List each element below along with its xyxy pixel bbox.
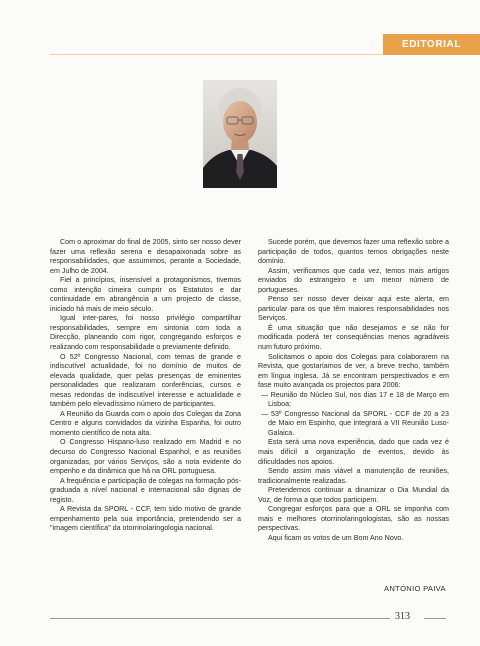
paragraph: O 52º Congresso Nacional, com temas de grande e indiscutível actualidade, foi no domínio de muitos de elevada qualidade, quer pelas presenças de eminentes personalidades que realizaram conferências, cursos e mesas redondas de indiscutível interesse e actualidade e também pelo elevadíssimo número de participantes.	[50, 352, 241, 409]
left-column	[50, 238, 241, 534]
paragraph: Fiel a princípios, insensível a protagonismos, tivemos como intenção cimeira cumprir os Estatutos e dar continuidade em abrangência a um projecto de classe, iniciado há mais de meio século.	[50, 276, 241, 313]
paragraph: Igual inter-pares, foi nosso privilégio compartilhar responsabilidades, sempre em sintonia com toda a Direcção, planeando com rigor, congregando esforços e realizando com responsabilidade o previamente definido.	[50, 314, 241, 352]
paragraph: Sendo assim mais viável a manutenção de reuniões, tradicionalmente realizadas.	[258, 467, 449, 485]
list-item: — 53º Congresso Nacional da SPORL - CCF de 20 a 23 de Maio em Espinho, que integrará a VII Reunião Luso-Galaica.	[261, 409, 449, 437]
paragraph: A frequência e participação de colegas na formação pós-graduada a nível nacional e internacional são dignas de registo.	[50, 476, 241, 504]
author-signature: ANTÓNIO PAIVA	[384, 584, 446, 593]
paragraph: Penso ser nosso dever deixar aqui este alerta, em particular para os que têm maiores responsabilidades nos Serviços.	[258, 295, 449, 323]
section-label: EDITORIAL	[383, 34, 480, 55]
page-number: 313	[395, 611, 410, 622]
paragraph: Solicitamos o apoio dos Colegas para colaborarem na Revista, que gostaríamos de ver, a breve trecho, também em língua inglesa. Já se encontram perspectivados e em fase muito avançada os projectos para 2006:	[258, 352, 449, 390]
footer-rule	[424, 618, 446, 619]
paragraph: Assim, verificamos que cada vez, temos mais artigos enviados do estrangeiro e um menor número de portugueses.	[258, 266, 449, 294]
paragraph: É uma situação que não desejamos e se não for modificada poderá ter consequências menos agradáveis num futuro próximo.	[258, 323, 449, 352]
paragraph: Pretendemos continuar a dinamizar o Dia Mundial da Voz, de forma a que todos participem.	[258, 486, 449, 504]
paragraph: Com o aproximar do final de 2005, sinto ser nosso dever fazer uma reflexão serena e desapaixonada sobre as responsabilidades, que assumimos, perante a Sociedade, em Julho de 2004.	[50, 238, 241, 275]
author-photo	[203, 80, 277, 188]
paragraph: Aqui ficam os votos de um Bom Ano Novo.	[268, 533, 404, 542]
list-item: — Reunião do Núcleo Sul, nos dias 17 e 18 de Março em Lisboa;	[261, 390, 449, 409]
paragraph: Esta será uma nova experiência, dado que cada vez é mais difícil a organização de eventos, devido às dificuldades nos apoios.	[258, 438, 449, 466]
paragraph: O Congresso Hispano-luso realizado em Madrid e no decurso do Congresso Nacional Espanhol, e as reuniões organizadas, por vários Serviços, são a nota evidente do empenho e da dinâmica que há na ORL portuguesa.	[50, 438, 241, 476]
right-column	[258, 238, 449, 544]
paragraph: A Revista da SPORL - CCF, tem sido motivo de grande empenhamento pela sua importância, pretendendo ser a "imagem científica" da otorrinolaringologia nacional.	[50, 505, 241, 533]
paragraph: A Reunião da Guarda com o apoio dos Colegas da Zona Centro e alguns convidados da vizinha Espanha, foi outro momento científico de nota alta.	[50, 409, 241, 437]
portrait-photo-icon	[203, 80, 277, 188]
paragraph: Congregar esforços para que a ORL se imponha com mais e melhores otorrinolaringologistas, são as nossas perspectivas.	[258, 505, 449, 533]
header-rule	[50, 54, 480, 55]
footer-rule	[50, 618, 390, 619]
paragraph: Sucede porém, que devemos fazer uma reflexão sobre a participação de todos, quantos temos obrigações neste domínio.	[258, 238, 449, 266]
